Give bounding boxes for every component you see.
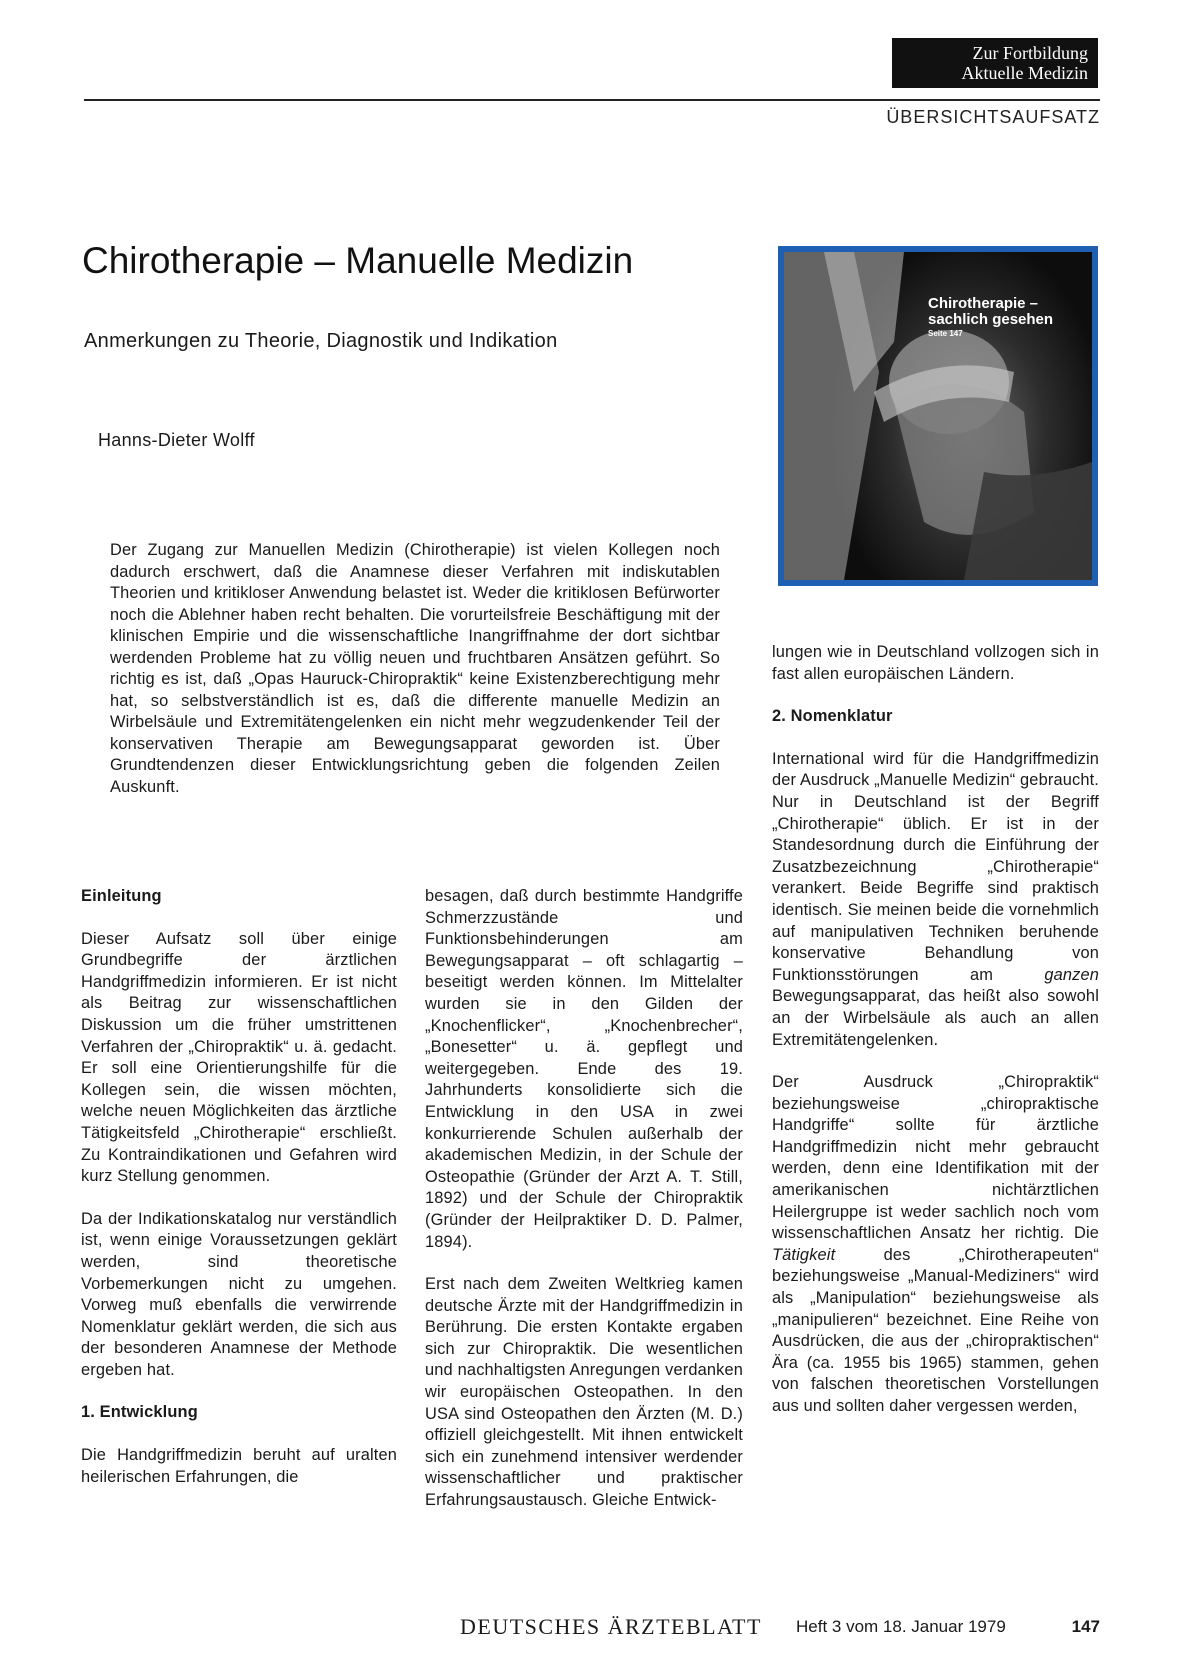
header-rule bbox=[84, 99, 1100, 101]
column-right bbox=[772, 642, 1099, 1439]
paragraph bbox=[772, 1072, 1099, 1418]
cover-image bbox=[778, 246, 1098, 586]
paragraph-text: Der Ausdruck „Chiropraktik“ beziehungsweise „chiropraktische Handgriffe“ sollte für ärztliche Handgriffmedizin nicht mehr gebraucht werden, denn eine Identifikation mit der amerikanischen nichtärztlichen Heilergruppe ist weder sachlich noch vom wissenschaftlichen Ansatz her richtig. Die bbox=[772, 1073, 1099, 1243]
heading-entwicklung: 1. Entwicklung bbox=[81, 1403, 198, 1422]
paragraph: besagen, daß durch bestimmte Handgriffe Schmerzzustände und Funktionsbehinderungen am Bewegungsapparat – oft schlagartig – beseitigt werden können. Im Mittelalter wurden sie in den Gilden der „Knochenflicker“, „Knochenbrecher“, „Bonesetter“ u. ä. gepflegt und weitergegeben. Ende des 19. Jahrhunderts konsolidierte sich die Entwicklung in den USA in zwei konkurrierende Schulen außerhalb der akademischen Medizin, in der Schule der Osteopathie (Gründer der Arzt A. T. Still, 1892) und der Schule der Chiropraktik (Gründer der Heilpraktiker D. D. Palmer, 1894). bbox=[425, 887, 743, 1251]
section-label: ÜBERSICHTSAUFSATZ bbox=[886, 107, 1100, 127]
paragraph-text: International wird für die Handgriffmedizin der Ausdruck „Manuelle Medizin“ gebraucht. Nur in Deutschland ist der Begriff „Chirotherapie“ üblich. Er ist in der Standesordnung durch die Einführung der Zusatzbezeichnung „Chirotherapie“ verankert. Beide Begriffe sind praktisch identisch. Sie meinen beide die vornehmlich auf manipulativen Techniken beruhende konservative Behandlung von Funktionsstörungen am bbox=[772, 749, 1099, 984]
cover-photo bbox=[784, 252, 1092, 580]
column-left bbox=[81, 886, 397, 1509]
category-badge bbox=[892, 38, 1098, 88]
journal-name: DEUTSCHES ÄRZTEBLATT bbox=[460, 1614, 762, 1639]
issue-info: Heft 3 vom 18. Januar 1979 bbox=[796, 1617, 1006, 1636]
category-badge-line1: Zur Fortbildung bbox=[972, 43, 1088, 63]
paragraph-text: des „Chirotherapeuten“ beziehungsweise „Manual-Mediziners“ wird als „Manipulation“ beziehungsweise als „manipulieren“ bezeichnet. Eine Reihe von Ausdrücken, die aus der „chiropraktischen“ Ära (ca. 1955 bis 1965) stammen, gehen von falschen theoretischen Vorstellungen aus und sollten daher vergessen werden, bbox=[772, 1245, 1099, 1415]
emphasis-text: ganzen bbox=[1044, 965, 1099, 984]
column-middle bbox=[425, 886, 743, 1533]
heading-nomenklatur: 2. Nomenklatur bbox=[772, 707, 893, 726]
article-subtitle: Anmerkungen zu Theorie, Diagnostik und Indikation bbox=[84, 330, 558, 352]
page-footer bbox=[460, 1614, 1100, 1644]
paragraph: Dieser Aufsatz soll über einige Grundbegriffe der ärztlichen Handgriffmedizin informieren. Er ist nicht als Beitrag zur wissenschaftlichen Diskussion um die früher umstrittenen Verfahren der „Chiropraktik“ u. ä. gedacht. Er soll eine Orientierungshilfe für die Kollegen sein, die wissen möchten, welche neuen Möglichkeiten das ärztliche Tätigkeitsfeld „Chirotherapie“ erschließt. Zu Kontraindikationen und Gefahren wird kurz Stellung genommen. bbox=[81, 929, 397, 1186]
cover-page-ref: Seite 147 bbox=[928, 329, 963, 338]
cover-headline bbox=[928, 296, 1080, 340]
emphasis-text: Tätigkeit bbox=[772, 1245, 836, 1264]
paragraph: lungen wie in Deutschland vollzogen sich in fast allen europäischen Ländern. bbox=[772, 643, 1099, 683]
cover-headline-line1: Chirotherapie – bbox=[928, 295, 1039, 312]
paragraph bbox=[772, 749, 1099, 1051]
paragraph-text: Bewegungsapparat, das heißt also sowohl an der Wirbelsäule als auch an allen Extremitätengelenken. bbox=[772, 987, 1099, 1049]
abstract: Der Zugang zur Manuellen Medizin (Chirotherapie) ist vielen Kollegen noch dadurch erschwert, daß die Anamnese dieser Verfahren mit indiskutablen Theorien und kritikloser Anwendung belastet ist. Weder die kritiklosen Befürworter noch die Ablehner haben recht behalten. Die vorurteilsfreie Beschäftigung mit der klinischen Empirie und die wissenschaftliche Inangriffnahme der dort sichtbar werdenden Probleme hat zu völlig neuen und fruchtbaren Ansätzen geführt. So richtig es ist, daß „Opas Hauruck-Chiropraktik“ keine Existenzberechtigung mehr hat, so selbstverständlich ist es, daß die differente manuelle Medizin an Wirbelsäule und Extremitätengelenken ein nicht mehr wegzudenkender Teil der konservativen Therapie am Bewegungsapparat geworden ist. Über Grundtendenzen dieser Entwicklungsrichtung geben die folgenden Zeilen Auskunft. bbox=[110, 541, 720, 796]
paragraph: Die Handgriffmedizin beruht auf uralten heilerischen Erfahrungen, die bbox=[81, 1446, 397, 1486]
article-title: Chirotherapie – Manuelle Medizin bbox=[82, 240, 634, 281]
page-number: 147 bbox=[1071, 1617, 1100, 1636]
article-author: Hanns-Dieter Wolff bbox=[98, 430, 255, 450]
category-badge-line2: Aktuelle Medizin bbox=[961, 63, 1088, 83]
paragraph: Erst nach dem Zweiten Weltkrieg kamen deutsche Ärzte mit der Handgriffmedizin in Berührung. Die ersten Kontakte ergaben sich zur Chiropraktik. Die wesentlichen und nachhaltigsten Anregungen verdanken wir europäischen Osteopathen. In den USA sind Osteopathen den Ärzten (M. D.) offiziell gleichgestellt. Mit ihnen entwickelt sich ein zunehmend intensiver werdender wissenschaftlicher und praktischer Erfahrungsaustausch. Gleiche Entwick- bbox=[425, 1275, 743, 1510]
paragraph: Da der Indikationskatalog nur verständlich ist, wenn einige Voraussetzungen geklärt werden, sind theoretische Vorbemerkungen nicht zu umgehen. Vorweg muß ebenfalls die verwirrende Nomenklatur geklärt werden, die sich aus der besonderen Anamnese der Methode ergeben hat. bbox=[81, 1209, 397, 1379]
heading-einleitung: Einleitung bbox=[81, 887, 162, 905]
cover-headline-line2: sachlich gesehen bbox=[928, 311, 1054, 328]
